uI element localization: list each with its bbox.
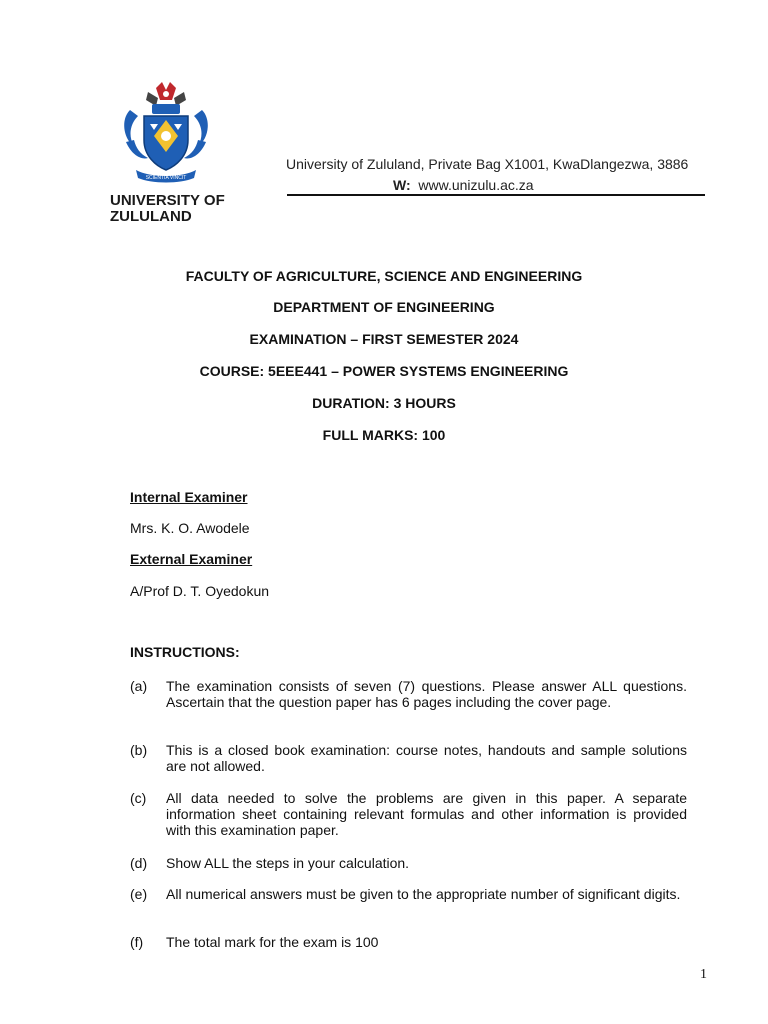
instruction-letter: (e) [130, 886, 148, 902]
instructions-title: INSTRUCTIONS: [130, 644, 240, 660]
header-divider [287, 194, 705, 196]
faculty-heading: FACULTY OF AGRICULTURE, SCIENCE AND ENGINEERING [185, 268, 583, 284]
instruction-text: The total mark for the exam is 100 [166, 934, 379, 950]
course-heading: COURSE: 5EEE441 – POWER SYSTEMS ENGINEERING [199, 363, 569, 379]
university-crest-logo [118, 80, 214, 190]
university-name [110, 193, 225, 225]
full-marks-heading: FULL MARKS: 100 [322, 427, 446, 443]
website-line [393, 177, 534, 193]
examination-heading: EXAMINATION – FIRST SEMESTER 2024 [249, 331, 519, 347]
duration-heading: DURATION: 3 HOURS [312, 395, 456, 411]
website-label: W: [393, 177, 411, 193]
instruction-text: Show ALL the steps in your calculation. [166, 855, 410, 871]
instruction-letter: (f) [130, 934, 144, 950]
website-url: www.unizulu.ac.za [418, 177, 534, 193]
university-name-line1: UNIVERSITY OF [110, 192, 225, 209]
department-heading: DEPARTMENT OF ENGINEERING [273, 299, 495, 315]
crest-motto: SCIENTIA VINCIT [145, 175, 187, 181]
university-name-line2: ZULULAND [110, 208, 192, 225]
external-examiner-label: External Examiner [130, 551, 253, 567]
instruction-text: All numerical answers must be given to the appropriate number of significant digits. [166, 886, 681, 902]
postal-address: University of Zululand, Private Bag X1001, KwaDlangezwa, 3886 [286, 156, 689, 172]
instruction-letter: (a) [130, 678, 148, 694]
instruction-text: All data needed to solve the problems are given in this paper. A separate information sheet containing relevant formulas and other information is provided with this examination paper. [166, 790, 687, 838]
instruction-text: The examination consists of seven (7) questions. Please answer ALL questions. Ascertain that the question paper has 6 pages including the cover page. [166, 678, 687, 710]
page-number: 1 [700, 967, 707, 982]
external-examiner-name: A/Prof D. T. Oyedokun [130, 583, 270, 599]
instruction-letter: (b) [130, 742, 148, 758]
internal-examiner-label: Internal Examiner [130, 489, 248, 505]
internal-examiner-name: Mrs. K. O. Awodele [130, 520, 250, 536]
instruction-letter: (c) [130, 790, 147, 806]
instruction-text: This is a closed book examination: course notes, handouts and sample solutions are not allowed. [166, 742, 687, 774]
instruction-letter: (d) [130, 855, 148, 871]
